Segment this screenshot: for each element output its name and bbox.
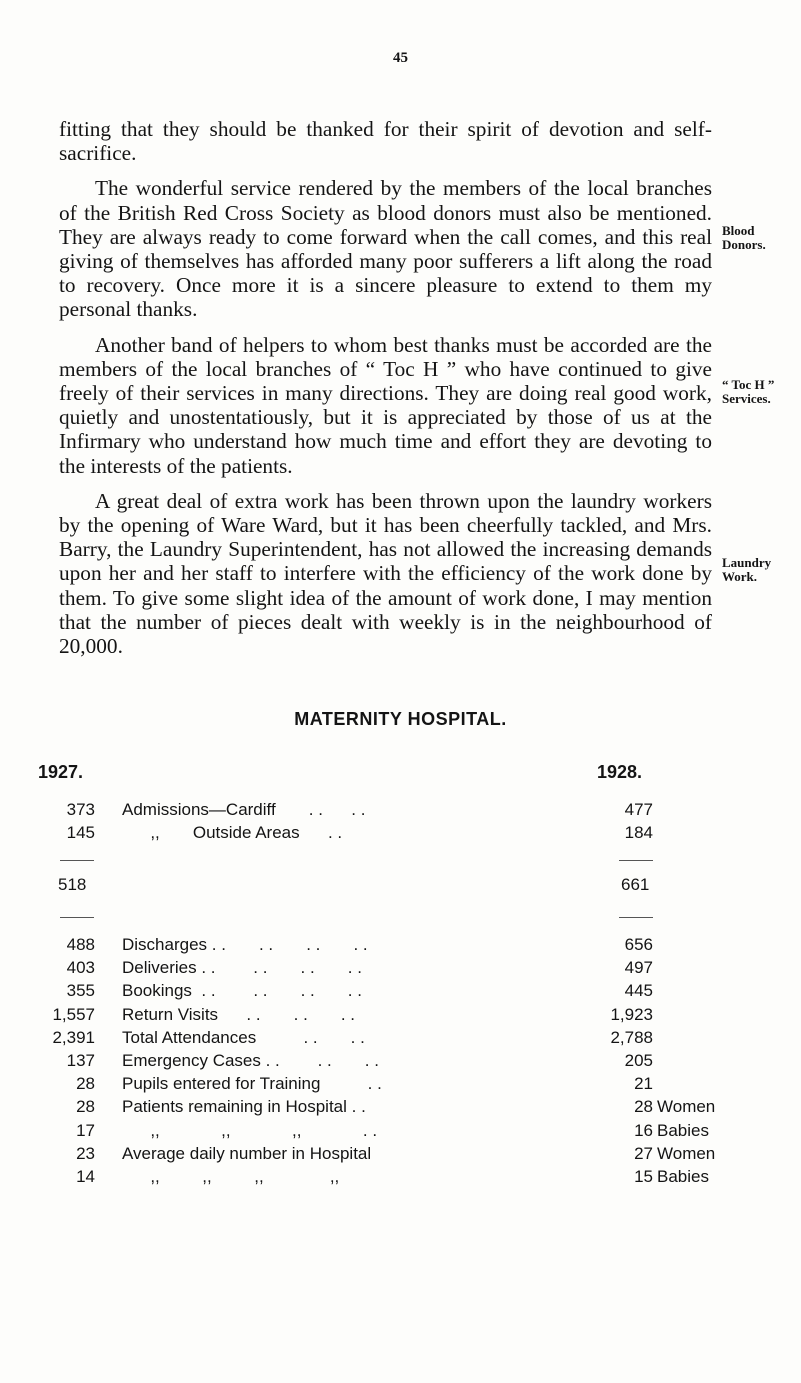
value-1927: 23 (76, 1143, 95, 1163)
row-label: Average daily number in Hospital (122, 1143, 372, 1163)
value-1928: 1,923 (610, 1004, 653, 1024)
table-row (0, 1144, 801, 1167)
sum-rule (60, 860, 94, 861)
stats-block (0, 935, 801, 1190)
value-1928: 21 (634, 1074, 653, 1094)
margin-note-laundry: Laundry Work. (722, 555, 772, 584)
row-label: Return Visits . . . . . . (122, 1004, 356, 1024)
value-1927: 403 (66, 958, 95, 978)
body-text (59, 117, 712, 669)
value-1928: 445 (624, 981, 653, 1001)
table-row (0, 800, 801, 823)
row-label: ,, ,, ,, . . (122, 1120, 378, 1140)
value-1928: 27 (634, 1143, 653, 1163)
row-unit: Babies (657, 1166, 709, 1186)
value-1928: 184 (624, 823, 653, 843)
value-1927: 28 (76, 1074, 95, 1094)
value-1928: 2,788 (610, 1027, 653, 1047)
value-1928: 205 (624, 1050, 653, 1070)
sum-rule (619, 860, 653, 861)
table-row (0, 1167, 801, 1190)
row-unit: Babies (657, 1120, 709, 1140)
row-label: ,, Outside Areas . . (122, 823, 343, 843)
row-label: Discharges . . . . . . . . (122, 935, 368, 954)
margin-note-toc-h: “ Toc H ” Services. (722, 377, 775, 406)
admissions-block (0, 800, 801, 846)
value-1927: 145 (66, 823, 95, 843)
table-row (0, 935, 801, 958)
value-1928: 656 (624, 935, 653, 954)
table-row (0, 1005, 801, 1028)
total-1928: 661 (621, 875, 650, 894)
year-1927: 1927. (38, 762, 84, 782)
table-row (0, 1051, 801, 1074)
row-label: Deliveries . . . . . . . . (122, 958, 362, 978)
table-row (0, 1121, 801, 1144)
row-label: ,, ,, ,, ,, (122, 1166, 340, 1186)
paragraph-blood-donors: The wonderful service rendered by the members of the local branches of the British Red Cross Society as blood donors must also be mentioned. They are always ready to come forward when the call comes, and this real giving of themselves has afforded many poor sufferers a lift along the road to recovery. Once more it is a sincere pleasure to extend to them my personal thanks. (59, 176, 712, 322)
year-1928: 1928. (597, 762, 643, 782)
paragraph-laundry: A great deal of extra work has been thrown upon the laundry workers by the opening of Ware Ward, but it has been cheerfully tackled, and Mrs. Barry, the Laundry Superintendent, has not allowed the increasing demands upon her and her staff to interfere with the efficiency of the work done by them. To give some slight idea of the amount of work done, I may mention that the number of pieces dealt with weekly is in the neighbourhood of 20,000. (59, 488, 712, 659)
paragraph-1: fitting that they should be thanked for their spirit of devotion and self-sacrifice. (59, 117, 712, 166)
row-unit: Women (657, 1097, 716, 1117)
table-row (0, 981, 801, 1004)
page-number: 45 (393, 50, 408, 66)
total-1927: 518 (58, 875, 87, 894)
value-1927: 2,391 (52, 1027, 95, 1047)
table-row (0, 823, 801, 846)
value-1927: 1,557 (52, 1004, 95, 1024)
row-label: Emergency Cases . . . . . . (122, 1050, 379, 1070)
value-1928: 15 (634, 1166, 653, 1186)
value-1927: 28 (76, 1097, 95, 1117)
value-1928: 497 (624, 958, 653, 978)
value-1927: 14 (76, 1166, 95, 1186)
value-1927: 488 (66, 935, 95, 954)
row-label: Admissions—Cardiff . . . . (122, 800, 366, 819)
row-label: Bookings . . . . . . . . (122, 981, 362, 1001)
value-1927: 355 (66, 981, 95, 1001)
sum-rule (619, 917, 653, 918)
sum-rule (60, 917, 94, 918)
row-unit: Women (657, 1143, 716, 1163)
value-1928: 477 (624, 800, 653, 819)
row-label: Patients remaining in Hospital . . (122, 1097, 366, 1117)
value-1927: 137 (66, 1050, 95, 1070)
value-1927: 17 (76, 1120, 95, 1140)
value-1927: 373 (66, 800, 95, 819)
table-title: MATERNITY HOSPITAL. (294, 709, 507, 729)
value-1928: 16 (634, 1120, 653, 1140)
row-label: Pupils entered for Training . . (122, 1074, 382, 1094)
table-row (0, 1074, 801, 1097)
row-label: Total Attendances . . . . (122, 1027, 365, 1047)
paragraph-toc-h: Another band of helpers to whom best thanks must be accorded are the members of the local branches of “ Toc H ” who have continued to give freely of their services in many directions. They are doing real good work, quietly and unostentatiously, but it is appreciated by those of us at the Infirmary who understand how much time and effort they are devoting to the interests of the patients. (59, 332, 712, 478)
table-row (0, 1097, 801, 1120)
table-row (0, 958, 801, 981)
margin-note-blood-donors: Blood Donors. (722, 223, 766, 252)
table-row (0, 1028, 801, 1051)
value-1928: 28 (634, 1097, 653, 1117)
